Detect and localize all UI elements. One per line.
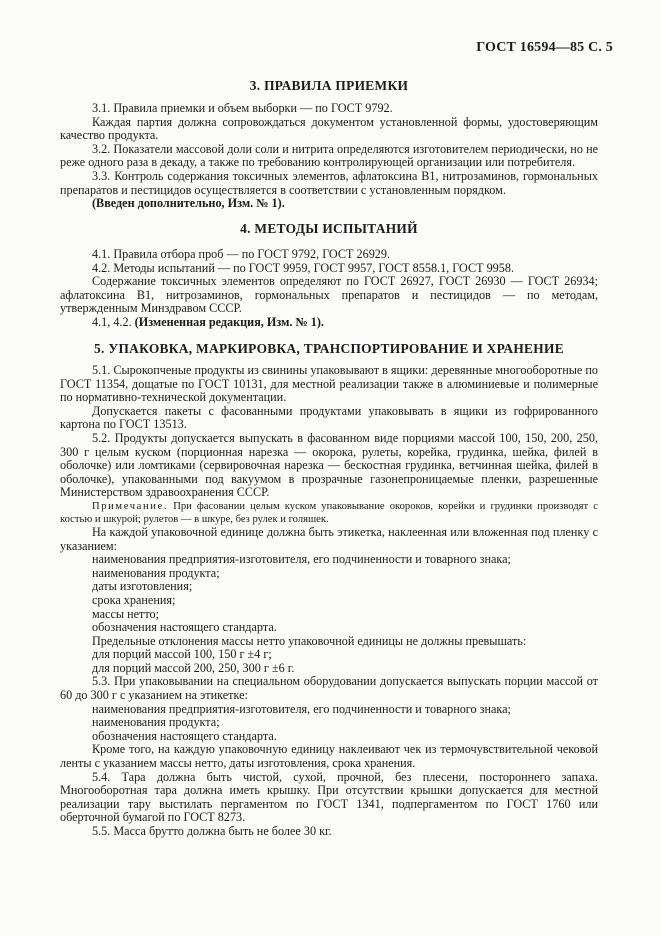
list-item: срока хранения; bbox=[92, 592, 176, 607]
paragraph: На каждой упаковочной единице должна быть этикетка, наклеенная или вложенная под пленку с указанием: bbox=[60, 524, 598, 553]
paragraph: 5.4. Тара должна быть чистой, сухой, прочной, без плесени, постороннего запаха. Многооборотная тара должна иметь крышку. При отсутствии крышки допускается для местной реализации тару выстилать пергаментом по ГОСТ 1341, подпергаментом по ГОСТ 1760 или оберточной бумагой по ГОСТ 8273. bbox=[60, 769, 598, 825]
paragraph: Допускается пакеты с фасованными продуктами упаковывать в ящики из гофрированного картона по ГОСТ 13513. bbox=[60, 403, 598, 432]
paragraph: Содержание токсичных элементов определяют по ГОСТ 26927, ГОСТ 26930 — ГОСТ 26934; афлатоксина B1, нитрозаминов, гормональных препаратов и пестицидов — по методам, утвержденным Минздравом СССР. bbox=[60, 274, 598, 316]
list-item: для порций массой 100, 150 г ±4 г; bbox=[92, 647, 272, 662]
page-header: ГОСТ 16594—85 С. 5 bbox=[476, 40, 613, 55]
list-item: массы нетто; bbox=[92, 606, 159, 621]
paragraph: 3.3. Контроль содержания токсичных элементов, афлатоксина B1, нитрозаминов, гормональных препаратов и пестицидов осуществляется в соответствии с установленным порядком. bbox=[60, 168, 598, 197]
section-body-acceptance bbox=[60, 102, 598, 211]
paragraph: 3.1. Правила приемки и объем выборки — по ГОСТ 9792. bbox=[92, 101, 393, 115]
list-item: для порций массой 200, 250, 300 г ±6 г. bbox=[92, 660, 295, 675]
section-title-packaging: 5. УПАКОВКА, МАРКИРОВКА, ТРАНСПОРТИРОВАНИЕ И ХРАНЕНИЕ bbox=[94, 341, 564, 356]
equipment-label-list bbox=[60, 703, 598, 744]
list-item: наименования предприятия-изготовителя, его подчиненности и товарного знака; bbox=[92, 701, 511, 716]
list-item: обозначения настоящего стандарта. bbox=[92, 620, 277, 635]
list-item: Предельные отклонения массы нетто упаковочной единицы не должны превышать: bbox=[92, 633, 527, 648]
section-title-acceptance: 3. ПРАВИЛА ПРИЕМКИ bbox=[249, 78, 409, 93]
amendment-note: (Введен дополнительно, Изм. № 1). bbox=[92, 196, 285, 211]
note bbox=[60, 500, 598, 526]
list-item: наименования продукта; bbox=[92, 715, 220, 730]
section-body-packaging bbox=[60, 364, 598, 839]
list-item: обозначения настоящего стандарта. bbox=[92, 728, 277, 743]
paragraph: 5.1. Сырокопченые продукты из свинины упаковывают в ящики: деревянные многооборотные по ГОСТ 11354, дощатые по ГОСТ 10131, для местной реализации также в алюминиевые и полимерные по нормативно-технической документации. bbox=[60, 363, 598, 405]
paragraph: 5.5. Масса брутто должна быть не более 30 кг. bbox=[92, 824, 332, 838]
section-body-test-methods bbox=[60, 248, 598, 330]
note-text: При фасовании целым куском упаковывание окороков, корейки и грудинки производят с костью и шкурой; рулетов — в шкуре, без рулек и голяшек. bbox=[60, 500, 599, 525]
paragraph: 4.2. Методы испытаний — по ГОСТ 9959, ГОСТ 9957, ГОСТ 8558.1, ГОСТ 9958. bbox=[92, 260, 515, 275]
paragraph: 4.1. Правила отбора проб — по ГОСТ 9792, ГОСТ 26929. bbox=[92, 247, 391, 261]
list-item: даты изготовления; bbox=[92, 579, 193, 594]
amendment-note: 4.1, 4.2. (Измененная редакция, Изм. № 1). bbox=[92, 314, 324, 329]
section-title-test-methods: 4. МЕТОДЫ ИСПЫТАНИЙ bbox=[240, 221, 418, 236]
paragraph: 5.3. При упаковывании на специальном оборудовании допускается выпускать порции массой от 60 до 300 г с указанием на этикетке: bbox=[60, 674, 598, 703]
paragraph: 5.2. Продукты допускается выпускать в фасованном виде порциями массой 100, 150, 200, 250, 300 г целым куском (порционная нарезка — окорока, рулеты, корейка, грудинка, шейка, филей в оболочке) или ломтиками (сервировочная нарезка — бескостная грудинка, ветчинная шейка, филей в оболочке), упакованными под вакуумом в прозрачные газонепроницаемые пленки, разрешенные Министерством здравоохранения СССР. bbox=[60, 430, 598, 500]
paragraph: Каждая партия должна сопровождаться документом установленной формы, удостоверяющим качество продукта. bbox=[60, 114, 598, 143]
list-item: наименования предприятия-изготовителя, его подчиненности и товарного знака; bbox=[92, 552, 511, 567]
label-requirements-list bbox=[60, 553, 598, 675]
list-item: наименования продукта; bbox=[92, 565, 220, 580]
paragraph: 3.2. Показатели массовой доли соли и нитрита определяются изготовителем периодически, но не реже одного раза в декаду, а также по требованию контролирующей организации или потребителя. bbox=[60, 141, 598, 170]
paragraph: Кроме того, на каждую упаковочную единицу наклеивают чек из термочувствительной чековой ленты с указанием массы нетто, даты изготовления, срока хранения. bbox=[60, 742, 598, 771]
note-label: Примечание. bbox=[92, 500, 169, 512]
